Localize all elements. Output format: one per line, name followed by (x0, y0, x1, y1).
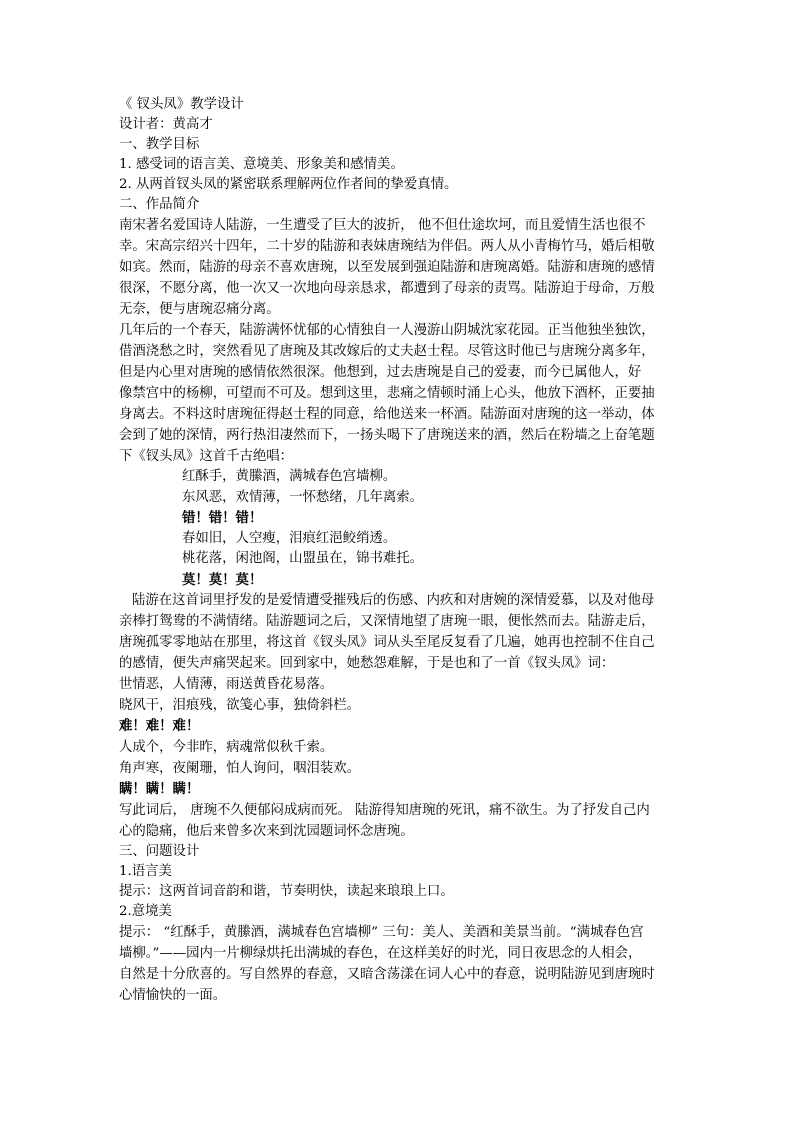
text-line: 幸。宋高宗绍兴十四年，二十岁的陆游和表妹唐琬结为伴侣。两人从小青梅竹马，婚后相敬 (119, 239, 655, 254)
text-line: 墙柳。”——园内一片柳绿烘托出满城的春色，在这样美好的时光，同日夜思念的人相会， (119, 946, 642, 961)
intro-paragraph-1 (119, 215, 679, 320)
poem-line: 世情恶，人情薄，雨送黄昏花易落。 (119, 677, 334, 692)
text-line: 提示： “红酥手，黄縢酒，满城春色宫墙柳” 三句：美人、美酒和美景当前。“满城春色宫 (119, 925, 644, 940)
question-title-mood: 2.意境美 (119, 904, 172, 919)
text-line: 会到了她的深情，两行热泪凄然而下，一扬头喝下了唐琬送来的酒，然后在粉墙之上奋笔题 (119, 428, 655, 443)
objective-item: 1. 感受词的语言美、意境美、形象美和感情美。 (119, 157, 404, 172)
text-line: 自然是十分欣喜的。写自然界的春意，又暗含荡漾在词人心中的春意，说明陆游见到唐琬时 (119, 967, 655, 982)
section-heading-questions: 三、问题设计 (119, 844, 200, 859)
poem-line: 东风恶，欢情薄，一怀愁绪，几年离索。 (182, 489, 424, 505)
poem-line: 晓风干，泪痕残，欲笺心事，独倚斜栏。 (119, 698, 361, 713)
text-line: 但是内心里对唐琬的感情依然很深。他想到，过去唐琬是自己的爱妻，而今已属他人，好 (119, 365, 642, 380)
text-line: 如宾。然而，陆游的母亲不喜欢唐琬，以至发展到强迫陆游和唐琬离婚。陆游和唐琬的感情 (119, 260, 655, 275)
objective-item: 2. 从两首钗头凤的紧密联系理解两位作者间的挚爱真情。 (119, 177, 458, 192)
poem-line: 春如旧，人空瘦，泪痕红浥鲛绡透。 (182, 530, 397, 546)
designer-line: 设计者：黄高才 (119, 117, 213, 132)
text-line: 写此词后， 唐琬不久便郁闷成病而死。 陆游得知唐琬的死讯，痛不欲生。为了抒发自己内 (119, 803, 650, 818)
poem-line: 红酥手，黄縢酒，满城春色宫墙柳。 (182, 469, 397, 484)
text-line: 身离去。不料这时唐琬征得赵士程的同意，给他送来一杯酒。陆游面对唐琬的这一举动，体 (119, 407, 655, 422)
poem-line: 莫！莫！莫！ (182, 571, 263, 588)
poem-tang-wan (119, 674, 679, 800)
poem-line: 瞒！瞒！瞒！ (119, 781, 200, 797)
poem-line: 难！难！难！ (119, 718, 200, 734)
text-line: 南宋著名爱国诗人陆游，一生遭受了巨大的波折， 他不但仕途坎坷，而且爱情生活也很不 (119, 218, 646, 233)
poem-line: 错！错！错！ (182, 510, 263, 526)
question-hint-mood (119, 922, 679, 1006)
text-line: 心情愉快的一面。 (119, 988, 227, 1003)
poem-line: 桃花落，闲池阁，山盟虽在，锦书难托。 (182, 551, 424, 566)
text-line: 亲棒打鸳鸯的不满情绪。陆游题词之后，又深情地望了唐琬一眼，便怅然而去。陆游走后， (119, 614, 655, 629)
intro-paragraph-2 (119, 320, 679, 467)
document-page (119, 95, 679, 1006)
text-line: 无奈，便与唐琬忍痛分离。 (119, 302, 280, 317)
text-line: 下《钗头凤》这首千古绝唱： (119, 449, 294, 464)
poem-lu-you (119, 467, 679, 590)
text-line: 心的隐痛，他后来曾多次来到沈园题词怀念唐琬。 (119, 824, 414, 839)
intro-paragraph-4 (119, 800, 679, 842)
text-line: 像禁宫中的杨柳，可望而不可及。想到这里，悲痛之情顿时涌上心头，他放下酒杯，正要抽 (119, 386, 655, 401)
section-heading-introduction: 二、作品简介 (119, 197, 200, 212)
text-line: 很深，不愿分离，他一次又一次地向母亲恳求，都遭到了母亲的责骂。陆游迫于母命，万般 (119, 281, 655, 296)
text-line: 唐琬孤零零地站在那里，将这首《钗头凤》词从头至尾反复看了几遍，她再也控制不住自己 (119, 635, 655, 650)
poem-line: 人成个，今非昨，病魂常似秋千索。 (119, 740, 334, 755)
intro-paragraph-3 (119, 590, 679, 674)
text-line: 几年后的一个春天，陆游满怀忧郁的心情独自一人漫游山阴城沈家花园。正当他独坐独饮， (119, 323, 655, 338)
question-title-language: 1.语言美 (119, 864, 172, 879)
question-hint-language: 提示：这两首词音韵和谐，节奏明快，读起来琅琅上口。 (119, 884, 454, 899)
section-heading-objectives: 一、教学目标 (119, 137, 200, 152)
poem-line: 角声寒，夜阑珊，怕人询问，咽泪装欢。 (119, 761, 361, 776)
text-line: 陆游在这首词里抒发的是爱情遭受摧残后的伤感、内疚和对唐婉的深情爱慕，以及对他母 (132, 593, 655, 608)
text-line: 的感情，便失声痛哭起来。回到家中，她愁怨难解，于是也和了一首《钗头凤》词： (119, 656, 615, 671)
text-line: 借酒浇愁之时，突然看见了唐琬及其改嫁后的丈夫赵士程。尽管这时他已与唐琬分离多年， (119, 344, 655, 359)
document-title: 《 钗头凤》教学设计 (119, 97, 244, 112)
